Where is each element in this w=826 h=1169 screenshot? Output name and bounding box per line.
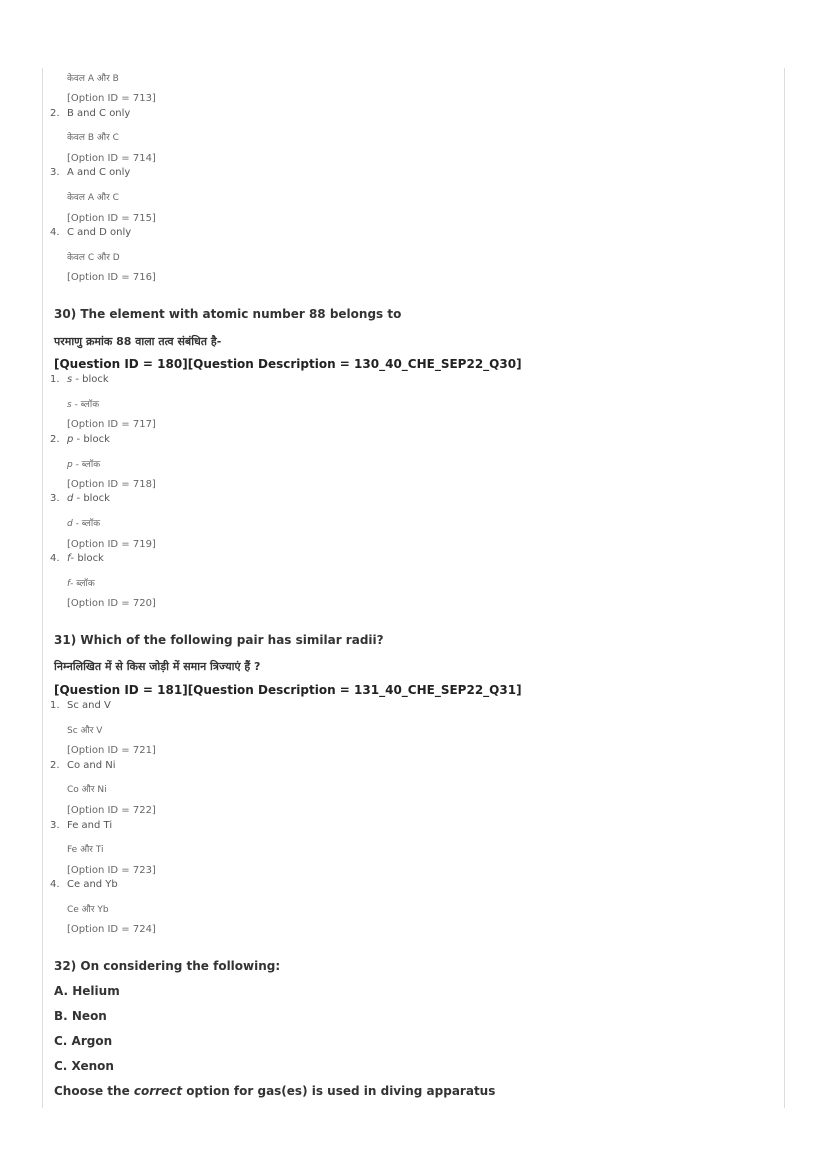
option-hindi: p - ब्लॉक [67, 460, 101, 470]
right-margin-line [784, 68, 785, 1108]
option-hindi: d - ब्लॉक [67, 519, 101, 529]
option-hindi: f- ब्लॉक [67, 579, 95, 589]
question-hindi: निम्नलिखित में से किस जोड़ी में समान त्रिज्याएं हैं ? [54, 660, 261, 673]
option-id: [Option ID = 721] [67, 745, 156, 756]
option-number: 4. [50, 553, 60, 564]
question-id: [Question ID = 181][Question Description = 131_40_CHE_SEP22_Q31] [54, 683, 522, 697]
left-margin-line [42, 68, 43, 1108]
option-number: 3. [50, 493, 60, 504]
statement-b: B. Neon [54, 1009, 107, 1023]
option-id: [Option ID = 717] [67, 419, 156, 430]
option-id: [Option ID = 719] [67, 539, 156, 550]
statement-a: A. Helium [54, 984, 120, 998]
option-text: B and C only [67, 108, 131, 119]
option-id: [Option ID = 715] [67, 213, 156, 224]
option-id: [Option ID = 716] [67, 272, 156, 283]
option-number: 4. [50, 879, 60, 890]
option-text: C and D only [67, 227, 132, 238]
option-number: 3. [50, 820, 60, 831]
option-hindi: Co और Ni [67, 785, 107, 795]
option-text: Ce and Yb [67, 879, 118, 890]
option-text: f- block [67, 553, 104, 564]
question-id: [Question ID = 180][Question Description = 130_40_CHE_SEP22_Q30] [54, 357, 522, 371]
statement-c: C. Argon [54, 1034, 113, 1048]
option-hindi: केवल C और D [67, 253, 120, 263]
option-id: [Option ID = 713] [67, 93, 156, 104]
option-number: 1. [50, 700, 60, 711]
option-id: [Option ID = 724] [67, 924, 156, 935]
option-number: 4. [50, 227, 60, 238]
option-hindi: s - ब्लॉक [67, 400, 100, 410]
option-hindi: केवल A और B [67, 74, 119, 84]
question-instruction: Choose the correct option for gas(es) is used in diving apparatus [54, 1084, 496, 1098]
option-hindi: Fe और Ti [67, 845, 104, 855]
option-number: 2. [50, 760, 60, 771]
option-text: d - block [67, 493, 110, 504]
option-id: [Option ID = 720] [67, 598, 156, 609]
option-text: Fe and Ti [67, 820, 113, 831]
option-hindi: Ce और Yb [67, 905, 109, 915]
question-title: 32) On considering the following: [54, 959, 281, 973]
option-number: 2. [50, 108, 60, 119]
option-id: [Option ID = 714] [67, 153, 156, 164]
question-title: 30) The element with atomic number 88 belongs to [54, 307, 402, 321]
option-text: s - block [67, 374, 109, 385]
option-hindi: Sc और V [67, 726, 103, 736]
option-number: 3. [50, 167, 60, 178]
question-hindi: परमाणु क्रमांक 88 वाला तत्व संबंधित है- [54, 335, 222, 348]
question-title: 31) Which of the following pair has similar radii? [54, 633, 384, 647]
statement-c-second: C. Xenon [54, 1059, 114, 1073]
option-text: Co and Ni [67, 760, 116, 771]
option-hindi: केवल A और C [67, 193, 119, 203]
option-text: p - block [67, 434, 110, 445]
option-id: [Option ID = 718] [67, 479, 156, 490]
option-number: 2. [50, 434, 60, 445]
option-text: A and C only [67, 167, 131, 178]
option-hindi: केवल B और C [67, 133, 119, 143]
option-number: 1. [50, 374, 60, 385]
option-id: [Option ID = 722] [67, 805, 156, 816]
option-text: Sc and V [67, 700, 111, 711]
option-id: [Option ID = 723] [67, 865, 156, 876]
